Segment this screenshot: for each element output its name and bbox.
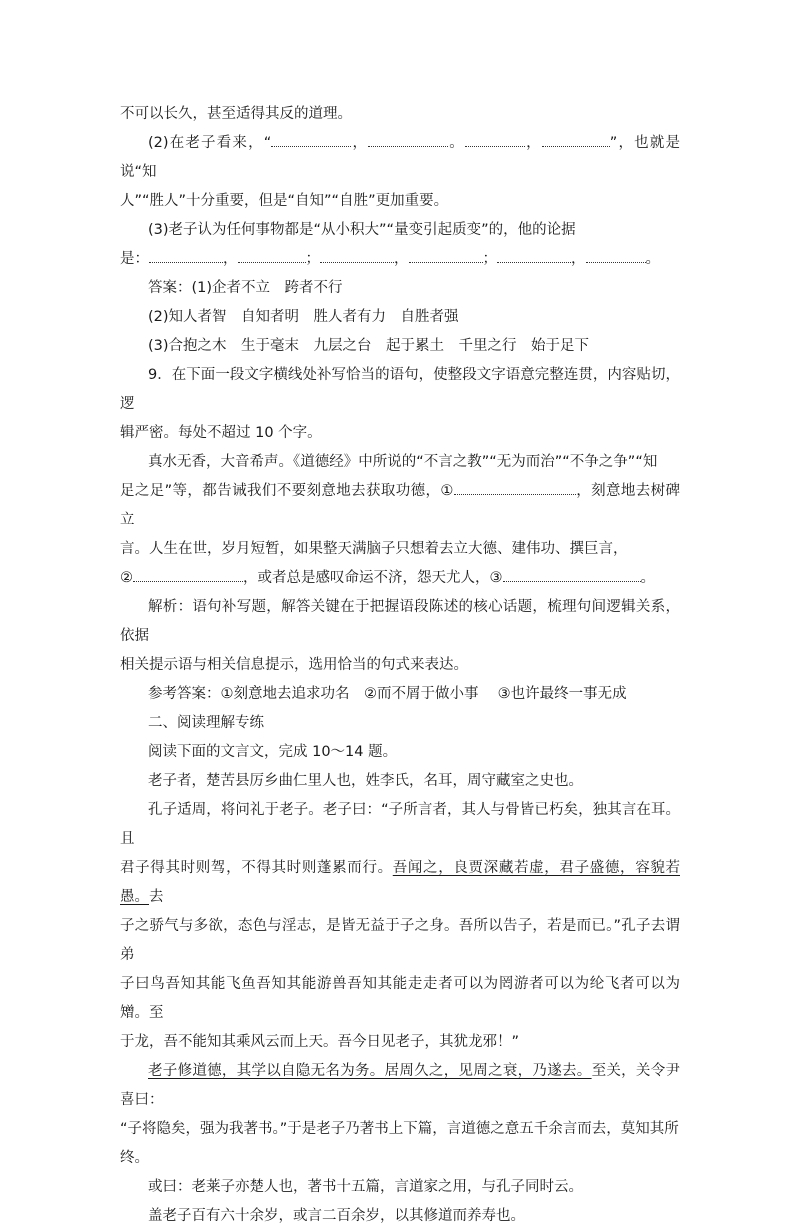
answer-blank: [497, 250, 571, 263]
text-segment: ，: [394, 251, 409, 267]
text-line: 人”“胜人”十分重要，但是“自知”“自胜”更加重要。: [120, 193, 449, 209]
question-9-passage: 真水无香，大音希声。《道德经》中所说的“不言之教”“无为而治”“不争之争”“知: [148, 454, 658, 470]
text-segment: ，刻意地去树碑立: [120, 483, 681, 528]
text-segment: 是：: [120, 251, 149, 267]
text-segment: ，或者总是感叹命运不济，怨天尤人，③: [243, 570, 503, 586]
text-line: [120, 245, 680, 274]
passage-paragraph: 老子者，楚苦县厉乡曲仁里人也，姓李氏，名耳，周守藏室之史也。: [148, 773, 583, 789]
question-9: 9．在下面一段文字横线处补写恰当的语句，使整段文字语意完整连贯，内容贴切，逻: [120, 367, 680, 412]
text-line: 于龙，吾不能知其乘风云而上天。吾今日见老子，其犹龙邪！”: [120, 1034, 520, 1050]
text-segment: ，: [571, 251, 586, 267]
text-line: 不可以长久，甚至适得其反的道理。: [120, 106, 352, 122]
reference-answer: 参考答案：①刻意地去追求功名 ②而不屑于做小事 ③也许最终一事无成: [148, 686, 627, 702]
question-8-2: [120, 129, 680, 187]
text-segment: 君子得其时则驾，不得其时则蓬累而行。: [120, 860, 393, 876]
answer-blank-1: [454, 482, 576, 495]
text-line: 言。人生在世，岁月短暂，如果整天满脑子只想着去立大德、建伟功、撰巨言，: [120, 541, 628, 557]
text-segment: ，: [351, 135, 369, 151]
answer-blank: [368, 134, 448, 147]
text-segment: 去: [149, 889, 164, 905]
text-line: 终。: [120, 1150, 149, 1166]
answer-blank-3: [503, 569, 641, 582]
text-segment: 。: [448, 135, 465, 151]
answer-blank-2: [133, 569, 243, 582]
answer-blank: [238, 250, 306, 263]
answer-blank: [320, 250, 394, 263]
text-segment: 。: [645, 251, 660, 267]
text-segment: ；: [305, 251, 320, 267]
answer-line: 答案：(1)企者不立 跨者不行: [148, 280, 343, 296]
text-segment: ；: [482, 251, 497, 267]
analysis-line: 解析：语句补写题，解答关键在于把握语段陈述的核心话题，梳理句间逻辑关系，依据: [120, 599, 680, 644]
text-line: [120, 854, 680, 912]
text-segment: 。: [640, 570, 655, 586]
answer-blank: [465, 134, 525, 147]
section-heading: 二、阅读理解专练: [148, 715, 264, 731]
answer-blank: [586, 250, 646, 263]
underlined-sentence: 吾闻之，良贾深藏若虚，君子盛德，容貌若愚。: [120, 860, 680, 905]
text-line: [120, 477, 680, 535]
text-segment: 足之足”等，都告诫我们不要刻意地去获取功德，①: [120, 483, 454, 499]
text-segment: ”，也就是说“知: [120, 135, 680, 180]
text-segment: ，: [524, 135, 542, 151]
text-line: 辑严密。每处不超过 10 个字。: [120, 425, 322, 441]
answer-blank: [409, 250, 483, 263]
text-line: 子曰鸟吾知其能飞鱼吾知其能游兽吾知其能走走者可以为罔游者可以为纶飞者可以为矰。至: [120, 976, 680, 1021]
instruction-line: 阅读下面的文言文，完成 10～14 题。: [148, 744, 398, 760]
answer-blank: [149, 250, 223, 263]
answer-blank: [271, 134, 351, 147]
text-segment: ②: [120, 570, 133, 586]
text-segment: ，: [223, 251, 238, 267]
question-8-3: (3)老子认为任何事物都是“从小积大”“量变引起质变”的，他的论据: [148, 222, 576, 238]
text-segment: 至关，关令尹喜曰：: [120, 1063, 681, 1108]
underlined-sentence: 老子修道德，其学以自隐无名为务。居周久之，见周之衰，乃遂去。: [148, 1063, 592, 1079]
passage-paragraph: 盖老子百有六十余岁，或言二百余岁，以其修道而养寿也。: [148, 1208, 525, 1224]
text-line: [120, 564, 680, 593]
text-line: 相关提示语与相关信息提示，选用恰当的句式来表达。: [120, 657, 468, 673]
answer-line: (2)知人者智 自知者明 胜人者有力 自胜者强: [148, 309, 459, 325]
answer-blank: [542, 134, 610, 147]
passage-paragraph: 孔子适周，将问礼于老子。老子曰：“子所言者，其人与骨皆已朽矣，独其言在耳。且: [120, 802, 680, 847]
passage-paragraph: 或曰：老莱子亦楚人也，著书十五篇，言道家之用，与孔子同时云。: [148, 1179, 583, 1195]
text-segment: (2)在老子看来，“: [148, 135, 272, 151]
text-line: 子之骄气与多欲，态色与淫志，是皆无益于子之身。吾所以告子，若是而已。”孔子去谓弟: [120, 918, 680, 963]
text-line: “子将隐矣，强为我著书。”于是老子乃著书上下篇，言道德之意五千余言而去，莫知其所: [120, 1121, 679, 1137]
answer-line: (3)合抱之木 生于毫末 九层之台 起于累土 千里之行 始于足下: [148, 338, 590, 354]
document-body: [120, 100, 680, 1231]
passage-paragraph: [120, 1057, 680, 1115]
